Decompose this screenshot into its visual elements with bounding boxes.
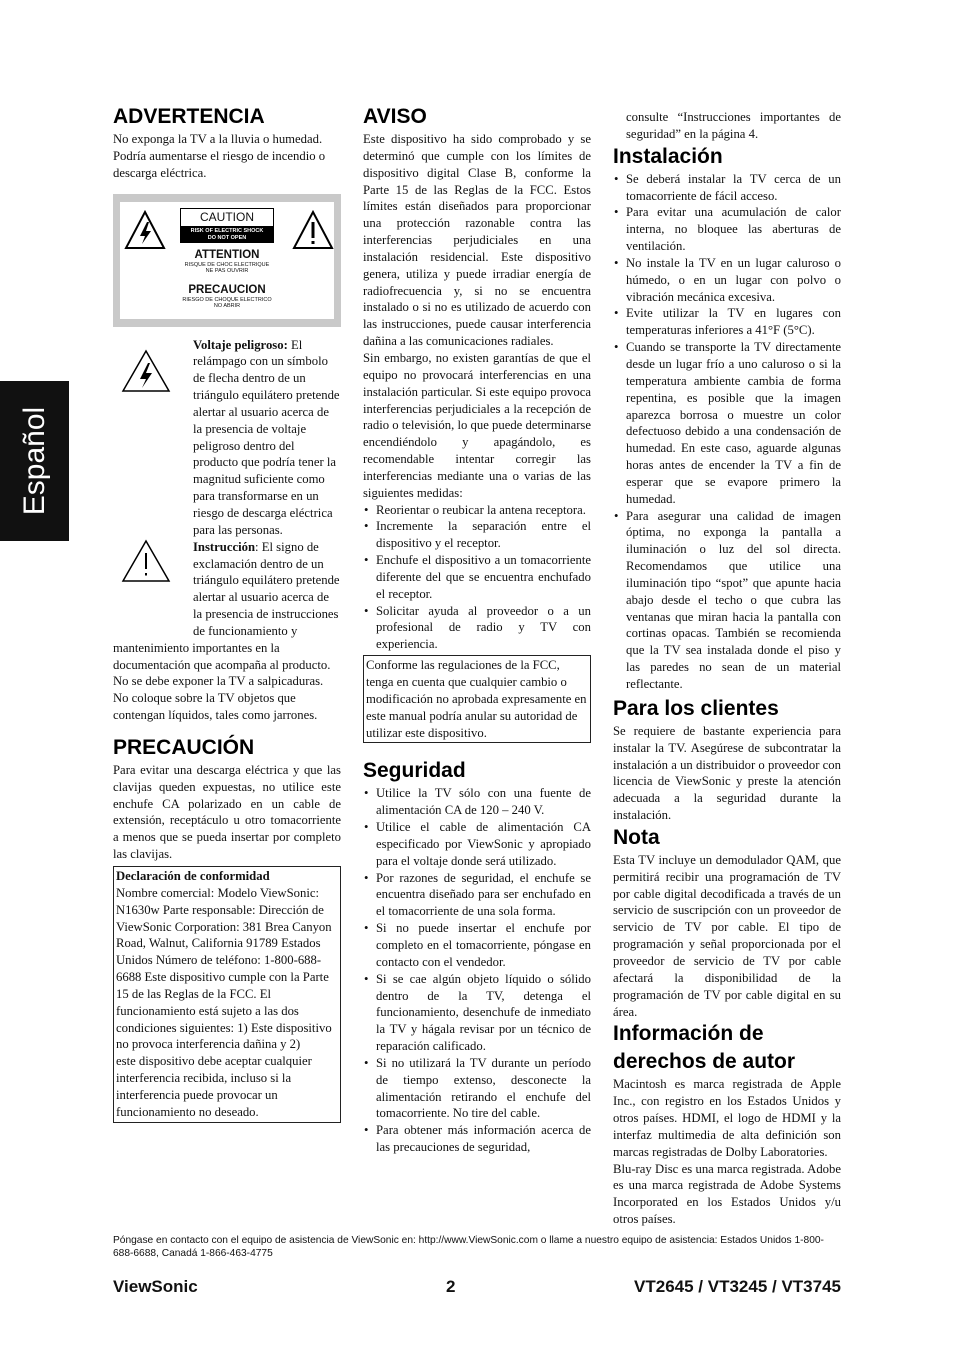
attention-text: ATTENTION (194, 248, 260, 261)
exclamation-triangle-icon (121, 539, 171, 583)
derechos-paragraph-2: Blu-ray Disc es una marca registrada. Adobe es una marca registrada de Adobe Systems Incorporated en los Estados Unidos y/u otros países. (613, 1161, 841, 1227)
lightning-triangle-icon (121, 349, 171, 393)
model-numbers: VT2645 / VT3245 / VT3745 (634, 1277, 841, 1296)
attention-line-2: NE PAS OUVRIR (205, 268, 249, 275)
list-item: • Por razones de seguridad, el enchufe se encuentra diseñado para ser enchufado en el tomacorriente de una sola forma. (363, 870, 591, 921)
column-middle (363, 103, 591, 1156)
declaracion-box (113, 866, 341, 1123)
advertencia-heading: ADVERTENCIA (113, 105, 265, 128)
caution-label-image (113, 194, 341, 327)
list-item: • Enchufe el dispositivo a un tomacorriente diferente del que se encuentra enchufado el receptor. (363, 552, 591, 603)
risk-line-2: DO NOT OPEN (207, 234, 247, 241)
exclamation-warning-icon (292, 210, 334, 250)
fcc-notice-text: Conforme las regulaciones de la FCC, tenga en cuenta que cualquier cambio o modificación no aprobada expresamente en este manual podría anular su autoridad de utilizar este dispositivo. (366, 658, 587, 740)
derechos-paragraph-1: Macintosh es marca registrada de Apple Inc., con registro en los Estados Unidos y otros países. HDMI, el logo de HDMI y la interfaz multimedia de alta definición son marcas registradas de Dolby Laboratories. (613, 1077, 841, 1159)
list-item: • Evite utilizar la TV en lugares con temperaturas inferiores a 41°F (5°C). (613, 305, 841, 339)
precaucion-line-2: NO ABRIR (213, 303, 241, 310)
seguridad-list (363, 785, 591, 1156)
language-tab-label: Español (17, 406, 51, 516)
list-item: • No instale la TV en un lugar caluroso o húmedo, o en un lugar con polvo o vibración mecánica excesiva. (613, 255, 841, 306)
seguridad-continuation: consulte “Instrucciones importantes de seguridad” en la página 4. (626, 110, 841, 141)
page-number: 2 (446, 1277, 456, 1296)
instruccion-continuation: mantenimiento importantes en la documentación que acompaña al producto. (113, 640, 331, 672)
aviso-paragraph-2: Sin embargo, no existen garantías de que el equipo no provocará interferencias en una instalación particular. Si este equipo provoca interferencias perjudiciales a la recepción de radio o televisión, lo que puede determinarse encendiéndolo y apagándolo, es recomendable intentar corregir las interferencias mediante una o varias de las siguientes medidas: (363, 350, 591, 500)
list-item: • Reorientar o reubicar la antena receptora. (363, 502, 591, 519)
instruccion-text: : El signo de exclamación dentro de un triángulo equilátero pretende alertar al usuario acerca de la presencia de instrucciones de funcionamiento y (193, 539, 340, 638)
aviso-heading: AVISO (363, 105, 427, 128)
language-tab (0, 381, 69, 541)
list-item: • Para evitar una acumulación de calor interna, no bloquee las aberturas de ventilación. (613, 204, 841, 255)
instruccion-label: Instrucción (193, 539, 256, 554)
support-contact-text: Póngase en contacto con el equipo de asistencia de ViewSonic en: http://www.ViewSonic.com o llame a nuestro equipo de asistencia: Estados Unidos 1-800-688-6688, Canadá 1-866-463-4775 (113, 1235, 824, 1259)
electric-shock-warning-icon (124, 210, 166, 250)
list-item: • Solicitar ayuda al proveedor o a un profesional de radio y TV con experiencia. (363, 603, 591, 654)
list-item: • Si se cae algún objeto líquido o sólido dentro de la TV, detenga el funcionamiento, desenchufe de inmediato la TV y hágala revisar por un técnico de reparación calificado. (363, 971, 591, 1055)
derechos-heading: Información de derechos de autor (613, 1022, 796, 1074)
list-item: • Para asegurar una calidad de imagen óptima, no exponga la pantalla a iluminación o luz del sol directa. Recomendamos que utilice una iluminación tipo “spot” que apunte hacia abajo desde el techo o que cubra las ventanas que miran hacia la pantalla con cortinas opacas. También se recomienda que la TV sea instalada donde el piso y las paredes no sean de un material reflectante. (613, 508, 841, 693)
list-item: • Cuando se transporte la TV directamente desde un lugar frío a uno caluroso o si la temperatura ambiente cambia de forma repentina, es posible que la imagen aparezca borrosa o muestre un color defectuoso debido a una condensación de humedad. En este caso, aguarde algunas horas antes de encender la TV a fin de esperar que se evapore primero la humedad. (613, 339, 841, 507)
declaracion-text: Nombre comercial: Modelo ViewSonic: N1630w Parte responsable: Dirección de ViewSonic Corporation: 381 Brea Canyon Road, Walnut, California 91789 Estados Unidos Número de teléfono: 1-800-688-6688 Este dispositivo cumple con la Parte 15 de las Reglas de la FCC. El funcionamiento está sujeto a las dos condiciones siguientes: 1) Este dispositivo no provoca interferencia dañina y 2) (116, 885, 332, 1052)
precaucion-line-1: RIESGO DE CHOQUE ELECTRICO (182, 296, 272, 303)
instalacion-heading: Instalación (613, 144, 723, 168)
brand-name: ViewSonic (113, 1277, 198, 1296)
precaucion-label-text: PRECAUCION (188, 283, 266, 296)
voltaje-peligroso-item (113, 337, 341, 539)
attention-line-1: RISQUE DE CHOC ELECTRIQUE (184, 261, 270, 268)
nota-text: Esta TV incluye un demodulador QAM, que permitirá recibir una programación de TV por cable digital decodificada a través de un servicio de suscripción con un proveedor de servicio de TV por cable. El tipo de programación y señal proporcionada por el proveedor de servicio de TV por cable afectará la disponibilidad de la programación de TV por cable digital en su área. (613, 852, 841, 1019)
voltaje-label: Voltaje peligroso: (193, 337, 288, 352)
list-item: • Utilice la TV sólo con una fuente de alimentación CA de 120 – 240 V. (363, 785, 591, 819)
list-item: • Incremente la separación entre el dispositivo y el receptor. (363, 518, 591, 552)
list-item: • Utilice el cable de alimentación CA especificado por ViewSonic y apropiado para el voltaje donde será utilizado. (363, 819, 591, 870)
salpicaduras-text: No se debe exponer la TV a salpicaduras. No coloque sobre la TV objetos que contengan líquidos, tales como jarrones. (113, 674, 324, 723)
instruccion-item (113, 539, 341, 640)
instalacion-list (613, 171, 841, 693)
column-left (113, 103, 341, 1123)
list-item: • Se deberá instalar la TV cerca de un tomacorriente de fácil acceso. (613, 171, 841, 205)
voltaje-text: El relámpago con un símbolo de flecha dentro de un triángulo equilátero pretende alertar al usuario acerca de la presencia de voltaje peligroso dentro del producto que podría tener la magnitud suficiente como para transformarse en un riesgo de descarga eléctrica para las personas. (193, 337, 340, 537)
clientes-text: Se requiere de bastante experiencia para instalar la TV. Asegúrese de subcontratar la instalación a un distribuidor o proveedor con licencia de ViewSonic y preste la atención adecuada a la seguridad durante la instalación. (613, 723, 841, 823)
precaucion-heading: PRECAUCIÓN (113, 735, 255, 759)
list-item: • Si no puede insertar el enchufe por completo en el tomacorriente, póngase en contacto con el vendedor. (363, 920, 591, 971)
declaracion-text-2: este dispositivo debe aceptar cualquier interferencia recibida, incluso si la interferencia puede provocar un funcionamiento no deseado. (116, 1054, 312, 1119)
list-item: • Si no utilizará la TV durante un período de tiempo extenso, desconecte la alimentación retirando el enchufe del tomacorriente. No tire del cable. (363, 1055, 591, 1122)
caution-text: CAUTION (180, 208, 274, 227)
declaracion-heading: Declaración de conformidad (116, 869, 270, 883)
seguridad-heading: Seguridad (363, 759, 466, 783)
fcc-notice-box (363, 655, 591, 743)
list-item: • Para obtener más información acerca de las precauciones de seguridad, (363, 1122, 591, 1156)
aviso-list (363, 502, 591, 654)
nota-heading: Nota (613, 825, 660, 849)
aviso-paragraph-1: Este dispositivo ha sido comprobado y se determinó que cumple con los límites de dispositivo digital Clase B, conforme la Parte 15 de las Reglas de la FCC. Estos límites están diseñados para proporcionar una protección razonable contra las interferencias perjudiciales en una instalación residencial. Este dispositivo genera, utiliza y puede irradiar energía de radiofrecuencia y, si no se encuentra instalado o si no es utilizado de acuerdo con las instrucciones, puede causar interferencia dañina a las comunicaciones radiales. (363, 132, 591, 349)
risk-line-1: RISK OF ELECTRIC SHOCK (190, 227, 264, 234)
column-right (613, 109, 841, 1228)
precaucion-text: Para evitar una descarga eléctrica y que las clavijas queden expuestas, no utilice este enchufe CA polarizado en un cable de extensión, receptáculo u otro tomacorriente a menos que se pueda insertar por completo las clavijas. (113, 762, 341, 862)
clientes-heading: Para los clientes (613, 696, 779, 720)
advertencia-text: No exponga la TV a la lluvia o humedad. Podría aumentarse el riesgo de incendio o descarga eléctrica. (113, 132, 326, 180)
